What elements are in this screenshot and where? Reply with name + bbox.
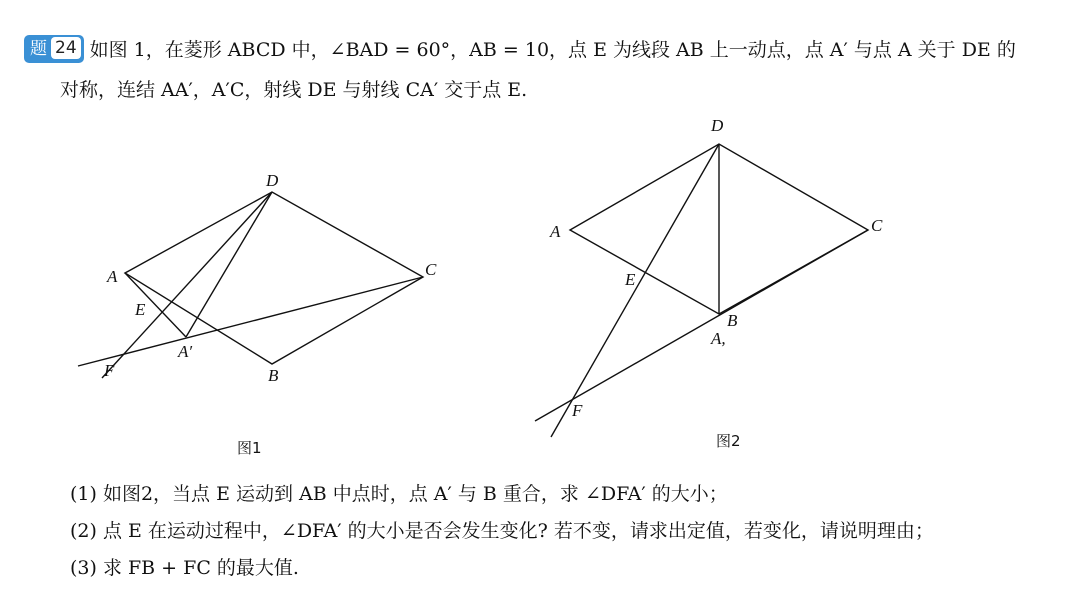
statement-text-2: 对称，连结 AA′，A′C，射线 DE 与射线 CA′ 交于点 E. [60, 79, 528, 101]
label-a-fig1: A [107, 267, 118, 286]
ray-ca-prime-fig2 [535, 230, 868, 421]
label-d-fig1: D [266, 171, 279, 190]
label-f-fig2: F [572, 401, 583, 420]
figure-1 [78, 192, 423, 378]
question-3: (3) 求 FB + FC 的最大值. [70, 557, 299, 579]
badge-label: 题 [30, 39, 47, 59]
label-e-fig2: E [625, 270, 636, 289]
statement-text-1: 如图 1，在菱形 ABCD 中，∠BAD = 60°，AB = 10，点 E 为线段 AB 上一动点，点 A′ 与点 A 关于 DE 的 [89, 39, 1016, 61]
label-a-fig2: A [550, 222, 561, 241]
questions [70, 476, 934, 587]
caption-fig2: 图2 [716, 432, 741, 450]
label-a-prime-fig1: A′ [178, 342, 193, 361]
label-c-fig2: C [871, 216, 883, 235]
label-e-fig1: E [135, 300, 146, 319]
question-1: (1) 如图2，当点 E 运动到 AB 中点时，点 A′ 与 B 重合，求 ∠DFA′ 的大小； [70, 483, 728, 505]
segment-da-prime-fig1 [186, 192, 272, 337]
caption-fig1: 图1 [237, 439, 262, 457]
ray-de-fig2 [551, 144, 719, 437]
label-c-fig1: C [425, 260, 437, 279]
label-f-fig1: F [104, 361, 115, 380]
figure-2 [535, 144, 868, 437]
question-2: (2) 点 E 在运动过程中，∠DFA′ 的大小是否会发生变化? 若不变，请求出定值，若变化，请说明理由； [70, 520, 934, 542]
label-b-fig2: B [727, 311, 738, 330]
problem-number: 24 [51, 37, 81, 59]
ray-ca-prime-fig1 [78, 277, 423, 366]
label-d-fig2: D [711, 116, 724, 135]
rhombus-abcd-fig1 [125, 192, 423, 364]
label-a-prime-fig2: A, [711, 329, 726, 348]
label-b-fig1: B [268, 366, 279, 385]
